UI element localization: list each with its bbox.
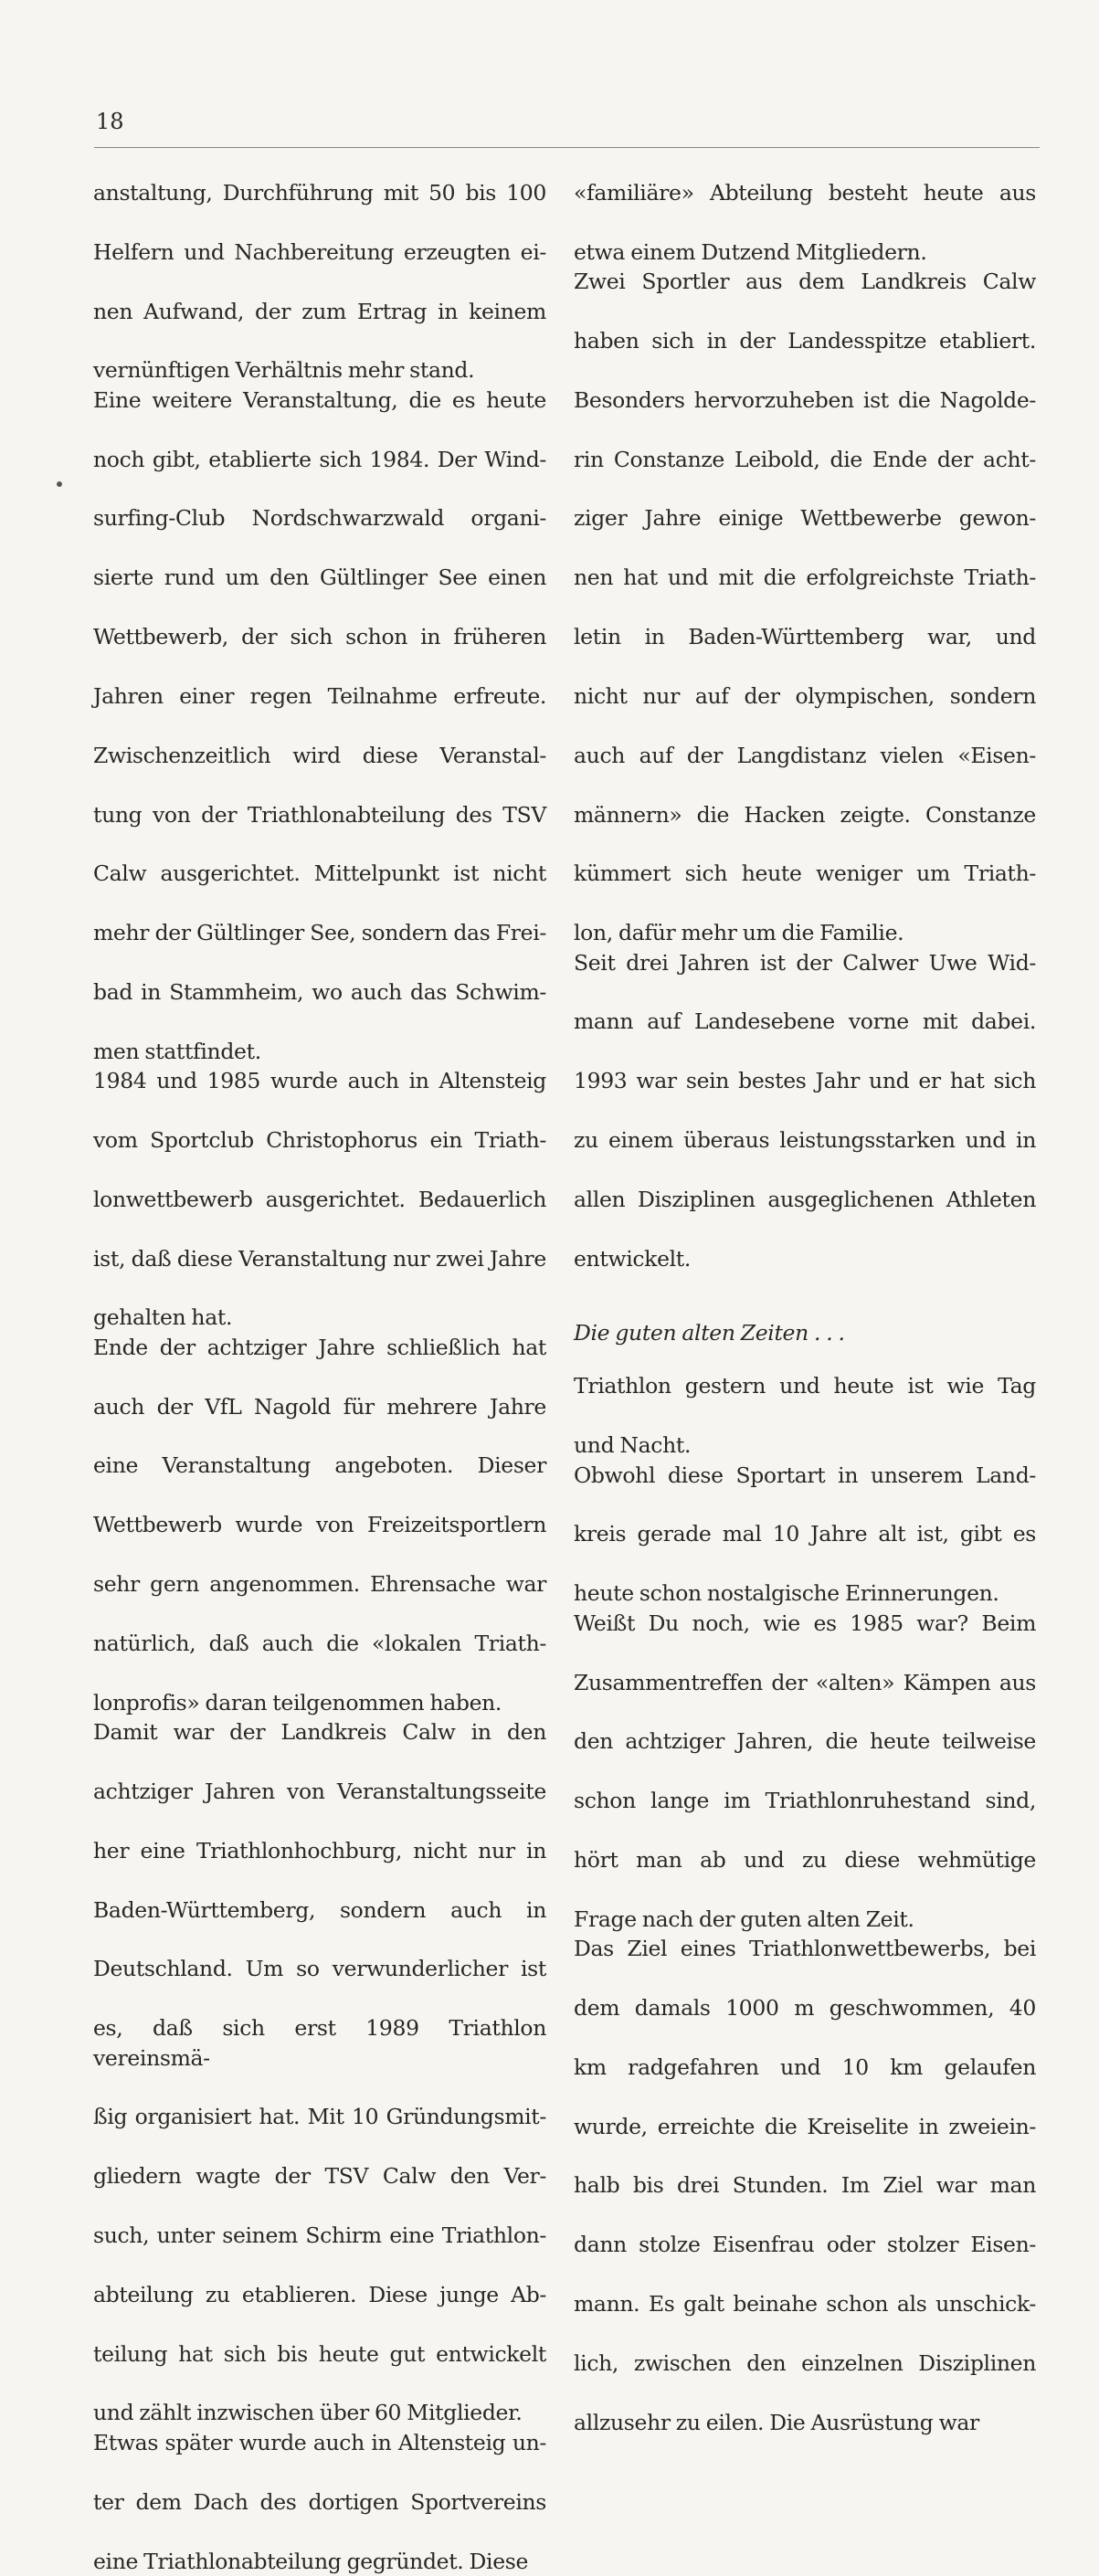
text-line: abteilung zu etablieren. Diese junge Ab-: [93, 2281, 546, 2307]
text-line: bad in Stammheim, wo auch das Schwim-: [93, 978, 546, 1005]
paragraph: [574, 267, 1036, 947]
text-line: allen Disziplinen ausgeglichenen Athleten: [574, 1186, 1036, 1212]
text-line: surfing-Club Nordschwarzwald organi-: [93, 505, 546, 532]
text-line: «familiäre» Abteilung besteht heute aus: [574, 180, 1036, 206]
text-line: such, unter seinem Schirm eine Triathlon-: [93, 2222, 546, 2249]
text-line: Zwei Sportler aus dem Landkreis Calw: [574, 269, 1036, 295]
left-column: [93, 178, 546, 2576]
right-column-body-top: [574, 178, 1036, 1273]
text-line: auch der VfL Nagold für mehrere Jahre: [93, 1393, 546, 1420]
text-line: entwickelt.: [574, 1245, 692, 1272]
text-line: km radgefahren und 10 km gelaufen: [574, 2053, 1036, 2080]
text-line: nicht nur auf der olympischen, sondern: [574, 682, 1036, 709]
text-line: letin in Baden-Württemberg war, und: [574, 624, 1036, 650]
text-line: lonprofis» daran teilgenommen haben.: [93, 1689, 502, 1716]
paragraph: [574, 1461, 1036, 1609]
text-line: es, daß sich erst 1989 Triathlon vereinsmä-: [93, 2015, 546, 2071]
text-line: vernünftigen Verhältnis mehr stand.: [93, 357, 475, 384]
text-line: lonwettbewerb ausgerichtet. Bedauerlich: [93, 1186, 546, 1212]
text-line: mehr der Gültlinger See, sondern das Frei-: [93, 920, 546, 946]
paragraph: [93, 1066, 546, 1333]
paragraph: [93, 385, 546, 1066]
text-line: hört man ab und zu diese wehmütige: [574, 1846, 1036, 1873]
margin-dot: [57, 481, 62, 487]
text-line: vom Sportclub Christophorus ein Triath-: [93, 1127, 546, 1153]
text-line: etwa einem Dutzend Mitgliedern.: [574, 238, 927, 265]
text-line: ziger Jahre einige Wettbewerbe gewon-: [574, 505, 1036, 532]
text-line: eine Triathlonabteilung gegründet. Diese: [93, 2548, 529, 2574]
text-line: Weißt Du noch, wie es 1985 war? Beim: [574, 1610, 1036, 1636]
text-line: und Nacht.: [574, 1432, 692, 1459]
text-line: tung von der Triathlonabteilung des TSV: [93, 801, 546, 828]
text-line: Obwohl diese Sportart in unserem Land-: [574, 1462, 1036, 1488]
right-column-body-bottom: [574, 1371, 1036, 2437]
text-line: Etwas später wurde auch in Altensteig un-: [93, 2429, 546, 2455]
text-line: kümmert sich heute weniger um Triath-: [574, 860, 1036, 887]
text-line: Calw ausgerichtet. Mittelpunkt ist nicht: [93, 860, 546, 887]
text-line: Besonders hervorzuheben ist die Nagolde-: [574, 386, 1036, 413]
text-line: Wettbewerb, der sich schon in früheren: [93, 624, 546, 650]
text-line: dann stolze Eisenfrau oder stolzer Eisen-: [574, 2232, 1036, 2258]
text-line: auch auf der Langdistanz vielen «Eisen-: [574, 742, 1036, 768]
paragraph: [574, 1934, 1036, 2437]
text-line: lon, dafür mehr um die Familie.: [574, 920, 904, 946]
text-line: Ende der achtziger Jahre schließlich hat: [93, 1334, 546, 1360]
paragraph: [574, 1371, 1036, 1460]
paragraph: [574, 1609, 1036, 1934]
text-line: Damit war der Landkreis Calw in den: [93, 1719, 546, 1746]
text-line: Eine weitere Veranstaltung, die es heute: [93, 386, 546, 413]
text-line: gehalten hat.: [93, 1304, 233, 1331]
text-line: halb bis drei Stunden. Im Ziel war man: [574, 2172, 1036, 2199]
text-line: lich, zwischen den einzelnen Disziplinen: [574, 2349, 1036, 2376]
text-line: Zwischenzeitlich wird diese Veranstal-: [93, 742, 546, 768]
text-line: männern» die Hacken zeigte. Constanze: [574, 801, 1036, 828]
text-line: Das Ziel eines Triathlonwettbewerbs, bei: [574, 1936, 1036, 1962]
text-line: Baden-Württemberg, sondern auch in: [93, 1896, 546, 1923]
paragraph: [93, 2428, 546, 2576]
text-line: Triathlon gestern und heute ist wie Tag: [574, 1373, 1036, 1399]
text-line: rin Constanze Leibold, die Ende der acht-: [574, 446, 1036, 472]
text-line: natürlich, daß auch die «lokalen Triath-: [93, 1630, 546, 1656]
text-line: zu einem überaus leistungsstarken und in: [574, 1127, 1036, 1153]
text-line: wurde, erreichte die Kreiselite in zweiein-: [574, 2113, 1036, 2139]
paragraph: [93, 1717, 546, 2428]
text-line: teilung hat sich bis heute gut entwickelt: [93, 2340, 546, 2367]
text-line: dem damals 1000 m geschwommen, 40: [574, 1994, 1036, 2021]
text-line: Seit drei Jahren ist der Calwer Uwe Wid-: [574, 949, 1036, 976]
text-line: nen Aufwand, der zum Ertrag in keinem: [93, 298, 546, 324]
text-line: und zählt inzwischen über 60 Mitglieder.: [93, 2400, 523, 2426]
text-line: eine Veranstaltung angeboten. Dieser: [93, 1452, 546, 1479]
right-column: [574, 178, 1036, 2437]
text-line: schon lange im Triathlonruhestand sind,: [574, 1788, 1036, 1814]
text-line: sierte rund um den Gültlinger See einen: [93, 565, 546, 591]
text-line: ßig organisiert hat. Mit 10 Gründungsmit-: [93, 2104, 546, 2130]
paragraph: [93, 178, 546, 385]
text-line: mann. Es galt beinahe schon als unschick-: [574, 2291, 1036, 2317]
text-line: Helfern und Nachbereitung erzeugten ei-: [93, 238, 546, 265]
text-line: ter dem Dach des dortigen Sportvereins: [93, 2488, 546, 2515]
text-line: 1993 war sein bestes Jahr und er hat sich: [574, 1068, 1036, 1094]
text-line: sehr gern angenommen. Ehrensache war: [93, 1571, 546, 1598]
text-line: achtziger Jahren von Veranstaltungsseite: [93, 1778, 546, 1804]
page-number: 18: [96, 109, 124, 134]
text-line: anstaltung, Durchführung mit 50 bis 100: [93, 180, 546, 206]
text-line: Frage nach der guten alten Zeit.: [574, 1906, 914, 1932]
text-line: Wettbewerb wurde von Freizeitsportlern: [93, 1512, 546, 1538]
paragraph: [574, 178, 1036, 267]
text-line: gliedern wagte der TSV Calw den Ver-: [93, 2163, 546, 2190]
paragraph: [93, 1333, 546, 1717]
text-line: mann auf Landesebene vorne mit dabei.: [574, 1008, 1036, 1035]
text-line: allzusehr zu eilen. Die Ausrüstung war: [574, 2409, 979, 2435]
text-line: Deutschland. Um so verwunderlicher ist: [93, 1956, 546, 1982]
text-line: her eine Triathlonhochburg, nicht nur in: [93, 1837, 546, 1863]
text-line: Jahren einer regen Teilnahme erfreute.: [93, 682, 546, 709]
text-line: ist, daß diese Veranstaltung nur zwei Jahre: [93, 1245, 546, 1272]
text-line: noch gibt, etablierte sich 1984. Der Wind-: [93, 446, 546, 472]
text-line: 1984 und 1985 wurde auch in Altensteig: [93, 1068, 546, 1094]
text-line: heute schon nostalgische Erinnerungen.: [574, 1580, 999, 1607]
header-rule: [94, 147, 1040, 148]
text-line: haben sich in der Landesspitze etabliert.: [574, 328, 1036, 354]
text-line: men stattfindet.: [93, 1038, 261, 1064]
text-line: nen hat und mit die erfolgreichste Triath-: [574, 565, 1036, 591]
text-line: kreis gerade mal 10 Jahre alt ist, gibt es: [574, 1521, 1036, 1547]
text-line: Zusammentreffen der «alten» Kämpen aus: [574, 1669, 1036, 1695]
text-line: den achtziger Jahren, die heute teilweise: [574, 1728, 1036, 1755]
section-heading: Die guten alten Zeiten . . .: [574, 1320, 845, 1346]
paragraph: [574, 948, 1036, 1273]
